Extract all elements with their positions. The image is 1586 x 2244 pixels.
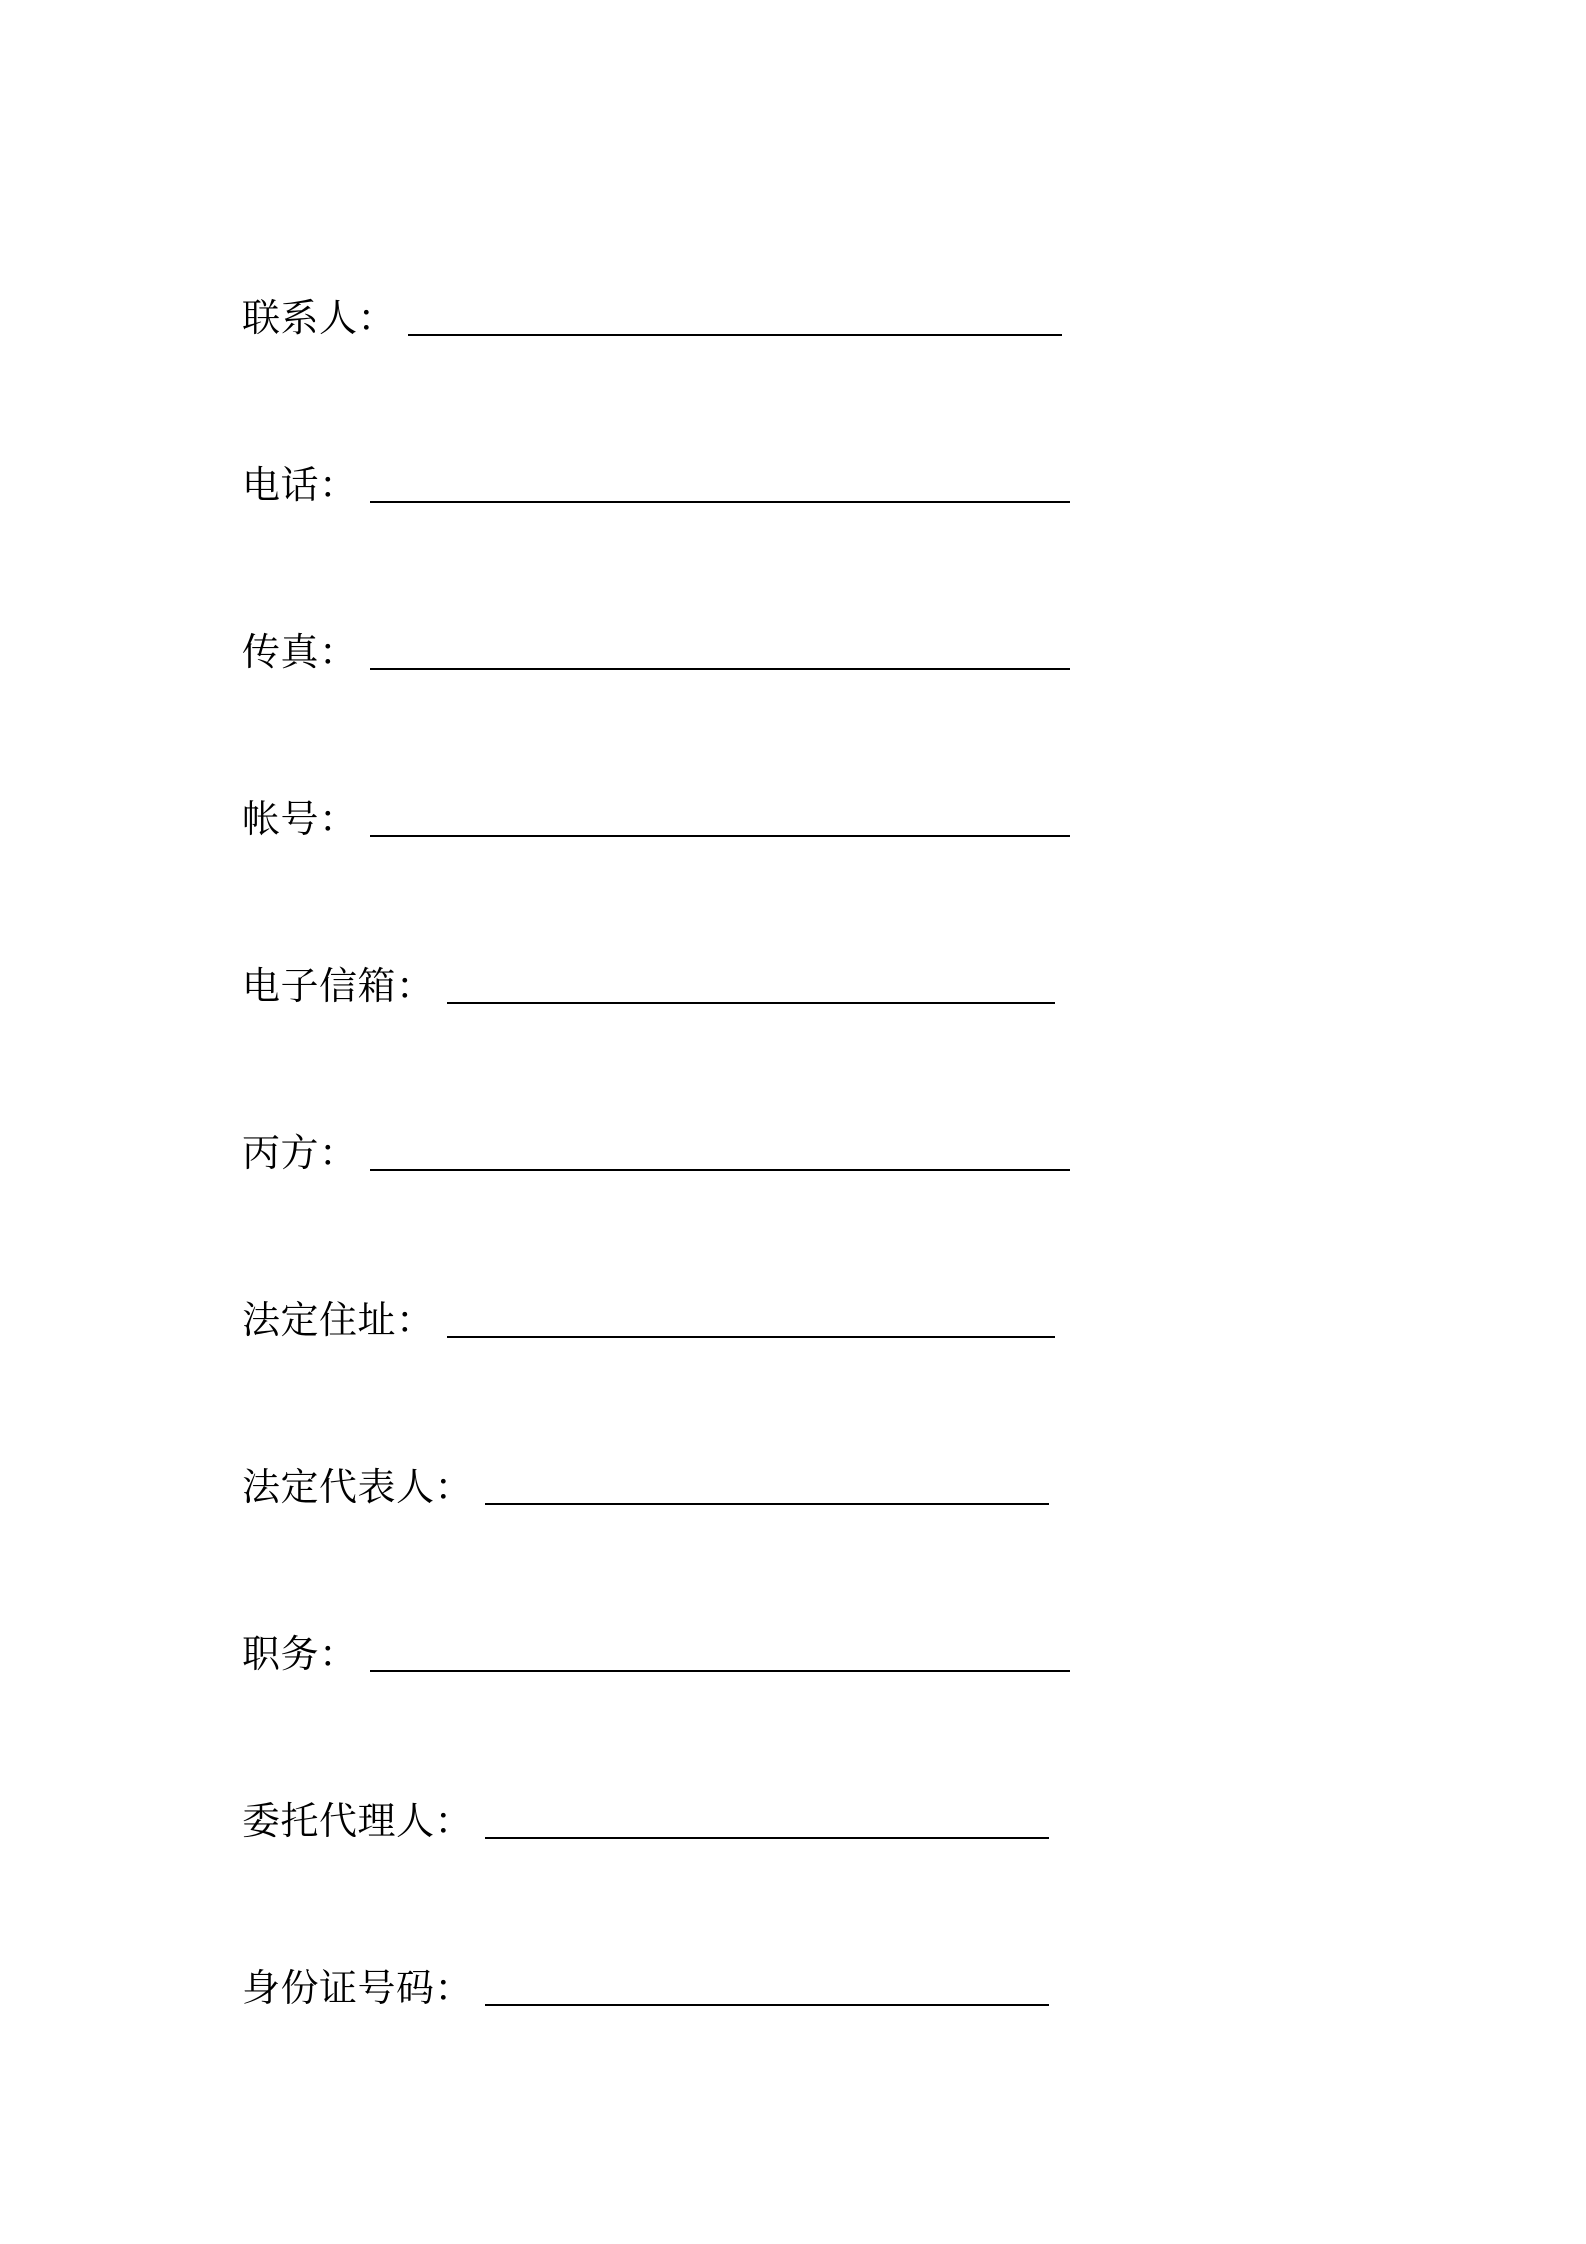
fill-in-line xyxy=(485,2004,1049,2006)
field-legal-representative xyxy=(242,1459,1049,1515)
field-label: 职务： xyxy=(242,1632,358,1676)
fill-in-line xyxy=(370,835,1070,837)
field-label: 身份证号码： xyxy=(242,1966,474,2010)
fill-in-line xyxy=(485,1503,1049,1505)
fill-in-line xyxy=(447,1002,1055,1004)
field-email xyxy=(242,958,1055,1014)
field-legal-address xyxy=(242,1292,1055,1348)
field-position xyxy=(242,1626,1070,1682)
fill-in-line xyxy=(370,668,1070,670)
field-party-c xyxy=(242,1125,1070,1181)
fill-in-line xyxy=(370,501,1070,503)
field-label: 委托代理人： xyxy=(242,1799,474,1843)
field-label: 电子信箱： xyxy=(242,964,435,1008)
fill-in-line xyxy=(485,1837,1049,1839)
field-label: 传真： xyxy=(242,630,358,674)
field-label: 法定代表人： xyxy=(242,1465,474,1509)
field-label: 丙方： xyxy=(242,1131,358,1175)
field-phone xyxy=(242,457,1070,513)
fill-in-line xyxy=(370,1169,1070,1171)
field-id-number xyxy=(242,1960,1049,2016)
field-fax xyxy=(242,624,1070,680)
field-label: 联系人： xyxy=(242,296,397,340)
field-account-number xyxy=(242,791,1070,847)
field-label: 电话： xyxy=(242,463,358,507)
field-label: 帐号： xyxy=(242,797,358,841)
fill-in-line xyxy=(408,334,1062,336)
field-label: 法定住址： xyxy=(242,1298,435,1342)
field-authorized-agent xyxy=(242,1793,1049,1849)
fill-in-line xyxy=(447,1336,1055,1338)
fill-in-line xyxy=(370,1670,1070,1672)
field-contact-person xyxy=(242,290,1062,346)
